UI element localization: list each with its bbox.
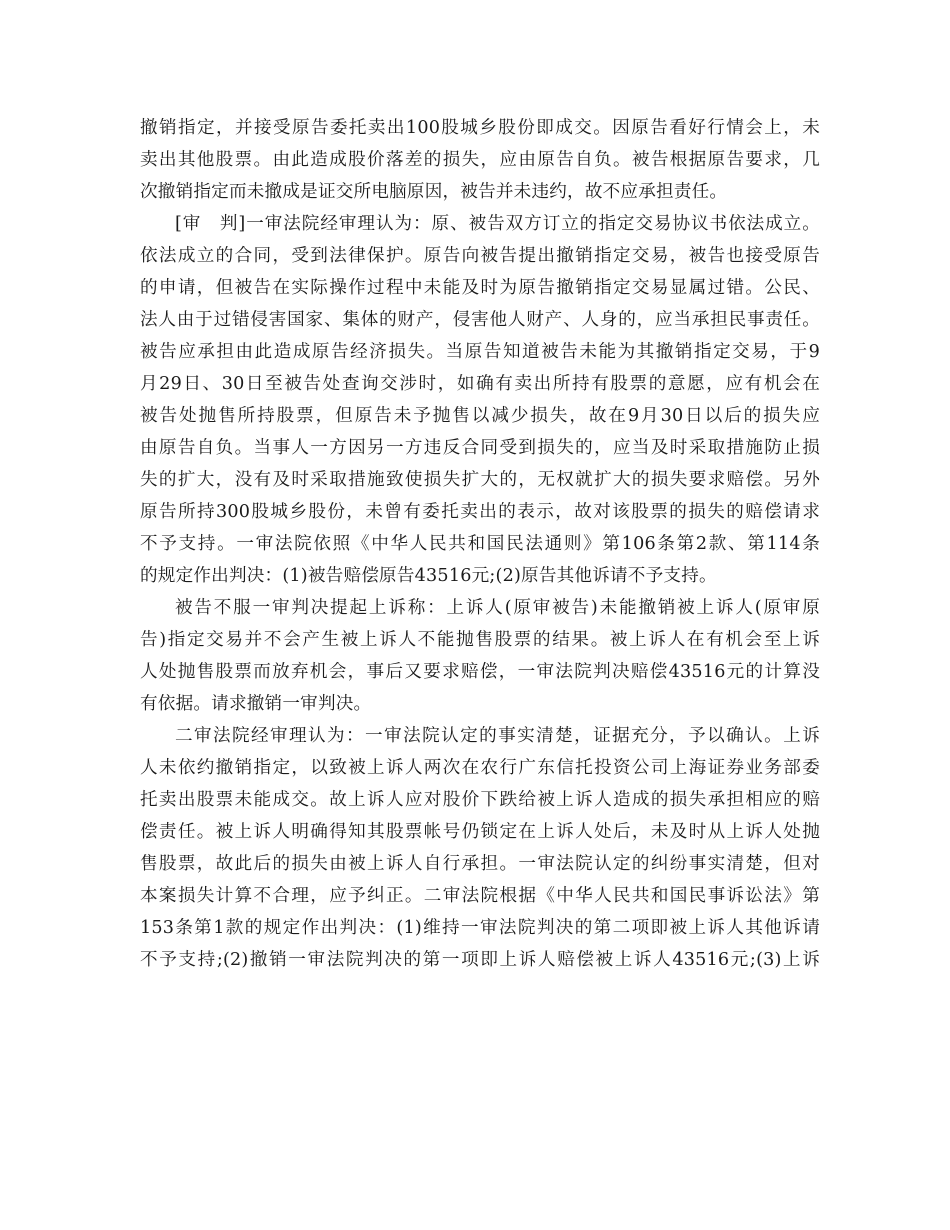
text-line: 售股票，故此后的损失由被上诉人自行承担。一审法院认定的纠纷事实清楚，但对 xyxy=(140,854,820,874)
text-line: 二审法院经审理认为：一审法院认定的事实清楚，证据充分，予以确认。上诉 xyxy=(175,726,820,746)
text-line: 卖出其他股票。由此造成股价落差的损失，应由原告自负。被告根据原告要求，几 xyxy=(140,150,820,170)
document-body xyxy=(140,112,820,976)
text-line: 本案损失计算不合理，应予纠正。二审法院根据《中华人民共和国民事诉讼法》第 xyxy=(140,886,820,906)
text-line: 月29日、30日至被告处查询交涉时，如确有卖出所持有股票的意愿，应有机会在 xyxy=(140,374,820,394)
text-line: 被告处抛售所持股票，但原告未予抛售以减少损失，故在9月30日以后的损失应 xyxy=(140,406,820,426)
text-line: 偿责任。被上诉人明确得知其股票帐号仍锁定在上诉人处后，未及时从上诉人处抛 xyxy=(140,822,820,842)
text-line: 托卖出股票未能成交。故上诉人应对股价下跌给被上诉人造成的损失承担相应的赔 xyxy=(140,790,820,810)
text-line: 的申请，但被告在实际操作过程中未能及时为原告撤销指定交易显属过错。公民、 xyxy=(140,278,820,298)
text-line: 撤销指定，并接受原告委托卖出100股城乡股份即成交。因原告看好行情会上，未 xyxy=(140,118,820,138)
text-line: 被告不服一审判决提起上诉称：上诉人(原审被告)未能撤销被上诉人(原审原 xyxy=(175,598,820,618)
text-line: 不予支持;(2)撤销一审法院判决的第一项即上诉人赔偿被上诉人43516元;(3)上诉 xyxy=(140,950,820,970)
text-line: 有依据。请求撤销一审判决。 xyxy=(140,694,372,714)
text-line: 153条第1款的规定作出判决：(1)维持一审法院判决的第二项即被上诉人其他诉请 xyxy=(140,918,820,938)
text-line: [审 判]一审法院经审理认为：原、被告双方订立的指定交易协议书依法成立。 xyxy=(175,214,820,234)
text-line: 法人由于过错侵害国家、集体的财产，侵害他人财产、人身的，应当承担民事责任。 xyxy=(140,310,820,330)
text-line: 次撤销指定而未撤成是证交所电脑原因，被告并未违约，故不应承担责任。 xyxy=(140,182,728,202)
text-line: 的规定作出判决：(1)被告赔偿原告43516元;(2)原告其他诉请不予支持。 xyxy=(140,566,717,586)
text-line: 由原告自负。当事人一方因另一方违反合同受到损失的，应当及时采取措施防止损 xyxy=(140,438,820,458)
text-line: 人处抛售股票而放弃机会，事后又要求赔偿，一审法院判决赔偿43516元的计算没 xyxy=(140,662,820,682)
text-line: 失的扩大，没有及时采取措施致使损失扩大的，无权就扩大的损失要求赔偿。另外 xyxy=(140,470,820,490)
text-line: 原告所持300股城乡股份，未曾有委托卖出的表示，故对该股票的损失的赔偿请求 xyxy=(140,502,820,522)
text-line: 人未依约撤销指定，以致被上诉人两次在农行广东信托投资公司上海证券业务部委 xyxy=(140,758,820,778)
text-line: 不予支持。一审法院依照《中华人民共和国民法通则》第106条第2款、第114条 xyxy=(140,534,820,554)
text-line: 被告应承担由此造成原告经济损失。当原告知道被告未能为其撤销指定交易，于9 xyxy=(140,342,820,362)
text-line: 依法成立的合同，受到法律保护。原告向被告提出撤销指定交易，被告也接受原告 xyxy=(140,246,820,266)
text-line: 告)指定交易并不会产生被上诉人不能抛售股票的结果。被上诉人在有机会至上诉 xyxy=(140,630,820,650)
